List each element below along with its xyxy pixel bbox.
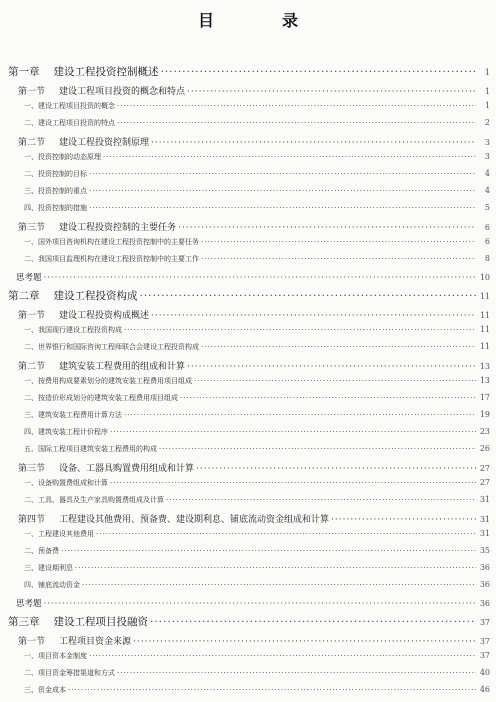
leader-dots	[201, 343, 476, 351]
toc-entry-text: 建设工程项目投融资	[53, 616, 148, 628]
toc-page-number: 8	[484, 254, 490, 263]
toc-entry-label	[24, 342, 199, 352]
toc-entry-number: 第三节	[18, 223, 46, 233]
leader-dots	[194, 377, 476, 385]
toc-section-row[interactable]	[0, 220, 496, 237]
toc-entry-text: 工程建设其他费用、预备费、建设期利息、铺底流动资金组成和计算	[59, 515, 330, 525]
leader-dots	[75, 564, 476, 572]
toc-subsection-row[interactable]	[0, 254, 496, 271]
toc-entry-label	[24, 410, 122, 420]
toc-entry-number: 第三章	[8, 616, 40, 628]
toc-section-row[interactable]	[0, 84, 496, 101]
toc-page-number: 13	[479, 376, 490, 385]
toc-subsection-row[interactable]	[0, 580, 496, 597]
toc-page-number: 36	[479, 563, 490, 572]
toc-entry-text: 一、工程建设其他费用	[24, 530, 94, 538]
toc-chapter-row[interactable]	[0, 64, 496, 84]
toc-page-number: 37	[479, 637, 490, 646]
toc-subsection-row[interactable]	[0, 169, 496, 186]
toc-entry-text: 五、国际工程项目建筑安装工程费用的构成	[24, 445, 157, 453]
toc-entry-label	[24, 393, 178, 403]
toc-page-number: 2	[484, 118, 490, 127]
toc-page-number: 37	[479, 618, 490, 627]
toc-page-number: 23	[479, 427, 490, 436]
toc-chapter-row[interactable]	[0, 288, 496, 308]
toc-subsection-row[interactable]	[0, 237, 496, 254]
toc-subsection-row[interactable]	[0, 410, 496, 427]
toc-page-number: 5	[484, 203, 490, 212]
toc-page-number: 1	[484, 87, 490, 96]
toc-entry-text: 二、建设工程项目投资的特点	[24, 119, 115, 127]
toc-subsection-row[interactable]	[0, 152, 496, 169]
leader-dots	[82, 581, 476, 589]
toc-subsection-row[interactable]	[0, 529, 496, 546]
leader-dots	[103, 153, 476, 161]
toc-entry-label	[24, 495, 164, 505]
toc-entry-text: 二、预备费	[24, 547, 59, 555]
toc-subsection-row[interactable]	[0, 186, 496, 203]
toc-page-number: 1	[484, 68, 490, 77]
toc-entry-text: 一、按费用构成要素划分的建筑安装工程费用项目组成	[24, 377, 192, 385]
toc-subsection-row[interactable]	[0, 427, 496, 444]
toc-section-row[interactable]	[0, 135, 496, 152]
toc-entry-label	[24, 186, 87, 196]
leader-dots	[151, 311, 476, 321]
leader-dots	[110, 428, 476, 436]
toc-entry-number: 第一节	[18, 87, 46, 97]
toc-entry-number: 第二章	[8, 290, 40, 302]
toc-entry-label	[24, 580, 80, 590]
leader-dots	[166, 496, 476, 504]
toc-entry-label	[24, 529, 94, 539]
toc-entry-text: 建设工程投资构成概述	[59, 311, 150, 321]
toc-entry-number: 第四节	[18, 515, 46, 525]
toc-entry-label	[18, 135, 149, 148]
toc-questions-row[interactable]	[0, 271, 496, 288]
leader-dots	[124, 326, 476, 334]
toc-entry-number: 第二节	[18, 138, 46, 148]
toc-subsection-row[interactable]	[0, 444, 496, 461]
leader-dots	[178, 223, 476, 233]
table-of-contents	[0, 64, 496, 702]
toc-entry-number: 第三节	[18, 464, 46, 474]
toc-page-number: 31	[479, 515, 490, 524]
toc-entry-label	[24, 152, 101, 162]
toc-page-number: 10	[479, 273, 490, 282]
toc-entry-text: 思考题	[16, 599, 42, 609]
leader-dots	[201, 238, 476, 246]
leader-dots	[117, 669, 476, 677]
toc-subsection-row[interactable]	[0, 101, 496, 118]
toc-subsection-row[interactable]	[0, 478, 496, 495]
toc-entry-label	[24, 478, 108, 488]
toc-subsection-row[interactable]	[0, 325, 496, 342]
toc-entry-label	[24, 376, 192, 386]
leader-dots	[180, 394, 476, 402]
toc-entry-text: 建设工程投资控制原理	[59, 138, 150, 148]
toc-entry-text: 设备、工器具购置费用组成和计算	[59, 464, 195, 474]
toc-subsection-row[interactable]	[0, 546, 496, 563]
toc-entry-label	[24, 546, 59, 556]
toc-entry-text: 三、建设期利息	[24, 564, 73, 572]
leader-dots	[133, 637, 476, 647]
leader-dots	[96, 530, 476, 538]
toc-entry-number: 第二节	[18, 362, 46, 372]
toc-entry-label	[24, 101, 115, 111]
toc-entry-number: 第一节	[18, 311, 46, 321]
toc-page-number: 3	[484, 152, 490, 161]
toc-page-number: 13	[479, 362, 490, 371]
toc-entry-label	[8, 288, 138, 303]
toc-page-number: 40	[479, 668, 490, 677]
toc-page-number: 11	[479, 292, 490, 301]
toc-page-number: 4	[484, 186, 490, 195]
leader-dots	[44, 599, 476, 609]
toc-page-number: 36	[479, 599, 490, 608]
leader-dots	[151, 138, 476, 148]
toc-page-number: 11	[479, 311, 490, 320]
toc-page-number: 36	[479, 580, 490, 589]
toc-entry-label	[24, 651, 87, 661]
toc-entry-text: 二、投资控制的目标	[24, 170, 87, 178]
toc-page-number: 17	[479, 393, 490, 402]
toc-page-number: 3	[484, 138, 490, 147]
toc-page-number: 4	[484, 169, 490, 178]
toc-chapter-row[interactable]	[0, 614, 496, 634]
leader-dots	[187, 362, 476, 372]
toc-entry-text: 建筑安装工程费用的组成和计算	[59, 362, 186, 372]
toc-page-number: 37	[479, 651, 490, 660]
toc-subsection-row[interactable]	[0, 495, 496, 512]
leader-dots	[89, 204, 476, 212]
toc-page-number: 46	[479, 685, 490, 694]
toc-entry-label	[24, 169, 87, 179]
toc-entry-label	[16, 271, 42, 283]
toc-page-number: 31	[479, 495, 490, 504]
toc-entry-label	[18, 84, 185, 97]
leader-dots	[89, 187, 476, 195]
toc-section-row[interactable]	[0, 359, 496, 376]
toc-entry-text: 工程项目资金来源	[59, 637, 132, 647]
leader-dots	[150, 616, 476, 628]
toc-subsection-row[interactable]	[0, 563, 496, 580]
toc-entry-text: 三、建筑安装工程费用计算方法	[24, 411, 122, 419]
toc-subsection-row[interactable]	[0, 393, 496, 410]
page-title: 目 录	[197, 11, 324, 30]
leader-dots	[44, 273, 476, 283]
toc-entry-text: 建设工程项目投资的概念和特点	[59, 87, 186, 97]
toc-questions-row[interactable]	[0, 597, 496, 614]
leader-dots	[124, 411, 476, 419]
toc-entry-label	[18, 308, 149, 321]
leader-dots	[187, 87, 476, 97]
leader-dots	[89, 170, 476, 178]
leader-dots	[110, 479, 476, 487]
leader-dots	[117, 102, 476, 110]
toc-section-row[interactable]	[0, 461, 496, 478]
leader-dots	[161, 66, 477, 78]
toc-entry-text: 二、按造价形成划分的建筑安装工程费用项目组成	[24, 394, 178, 402]
toc-entry-text: 三、投资控制的重点	[24, 187, 87, 195]
toc-entry-label	[24, 237, 199, 247]
toc-page-number: 11	[479, 325, 490, 334]
toc-entry-label	[24, 444, 157, 454]
toc-page-number: 26	[479, 444, 490, 453]
toc-entry-text: 二、项目资金筹措渠道和方式	[24, 669, 115, 677]
toc-entry-label	[24, 254, 199, 264]
toc-subsection-row[interactable]	[0, 668, 496, 685]
toc-entry-label	[16, 597, 42, 609]
toc-page-number: 27	[479, 478, 490, 487]
leader-dots	[61, 547, 476, 555]
toc-entry-number: 第一章	[8, 66, 40, 78]
toc-subsection-row[interactable]	[0, 651, 496, 668]
toc-page-number: 1	[484, 101, 490, 110]
toc-entry-label	[24, 118, 115, 128]
toc-page-number: 31	[479, 529, 490, 538]
toc-page-number: 11	[479, 342, 490, 351]
toc-entry-text: 二、世界银行和国际咨询工程师联合会建设工程投资构成	[24, 343, 199, 351]
toc-entry-number: 第一节	[18, 637, 46, 647]
toc-entry-text: 建设工程投资构成	[53, 290, 138, 302]
toc-entry-text: 一、建设工程项目投资的概念	[24, 102, 115, 110]
toc-entry-label	[24, 203, 87, 213]
toc-entry-text: 三、资金成本	[24, 686, 66, 694]
toc-entry-label	[8, 64, 159, 79]
toc-entry-text: 一、我国现行建设工程投资构成	[24, 326, 122, 334]
toc-entry-label	[8, 614, 148, 629]
toc-entry-label	[24, 325, 122, 335]
toc-entry-label	[18, 359, 185, 372]
leader-dots	[196, 464, 476, 474]
toc-page-number: 27	[479, 464, 490, 473]
toc-entry-text: 四、投资控制的措施	[24, 204, 87, 212]
leader-dots	[331, 515, 476, 525]
toc-subsection-row[interactable]	[0, 118, 496, 135]
leader-dots	[140, 290, 477, 302]
toc-entry-text: 四、建筑安装工程计价程序	[24, 428, 108, 436]
toc-subsection-row[interactable]	[0, 203, 496, 220]
toc-entry-text: 二、我国项目监理机构在建设工程投资控制中的主要工作	[24, 255, 199, 263]
leader-dots	[117, 119, 476, 127]
toc-section-row[interactable]	[0, 634, 496, 651]
toc-page-number: 35	[479, 546, 490, 555]
toc-section-row[interactable]	[0, 512, 496, 529]
toc-entry-label	[24, 427, 108, 437]
toc-page-number: 6	[484, 237, 490, 246]
toc-subsection-row[interactable]	[0, 342, 496, 359]
toc-entry-label	[24, 563, 73, 573]
toc-page-number: 19	[479, 410, 490, 419]
toc-entry-text: 四、铺底流动资金	[24, 581, 80, 589]
toc-page-number: 6	[484, 223, 490, 232]
toc-entry-label	[18, 634, 131, 647]
toc-subsection-row[interactable]	[0, 685, 496, 702]
toc-entry-text: 思考题	[16, 273, 42, 283]
leader-dots	[201, 255, 476, 263]
toc-entry-label	[24, 668, 115, 678]
toc-entry-text: 建设工程投资控制的主要任务	[59, 223, 177, 233]
toc-entry-label	[18, 512, 329, 525]
toc-entry-label	[24, 685, 66, 695]
toc-section-row[interactable]	[0, 308, 496, 325]
toc-entry-text: 二、工具、器具及生产家具购置费组成及计算	[24, 496, 164, 504]
toc-entry-label	[18, 461, 194, 474]
toc-subsection-row[interactable]	[0, 376, 496, 393]
toc-entry-label	[18, 220, 176, 233]
leader-dots	[89, 652, 476, 660]
toc-entry-text: 一、投资控制的动态原理	[24, 153, 101, 161]
toc-entry-text: 一、国外项目咨询机构在建设工程投资控制中的主要任务	[24, 238, 199, 246]
toc-entry-text: 一、设备购置费组成和计算	[24, 479, 108, 487]
leader-dots	[159, 445, 476, 453]
toc-entry-text: 一、项目资本金制度	[24, 652, 87, 660]
toc-entry-text: 建设工程投资控制概述	[53, 66, 159, 78]
